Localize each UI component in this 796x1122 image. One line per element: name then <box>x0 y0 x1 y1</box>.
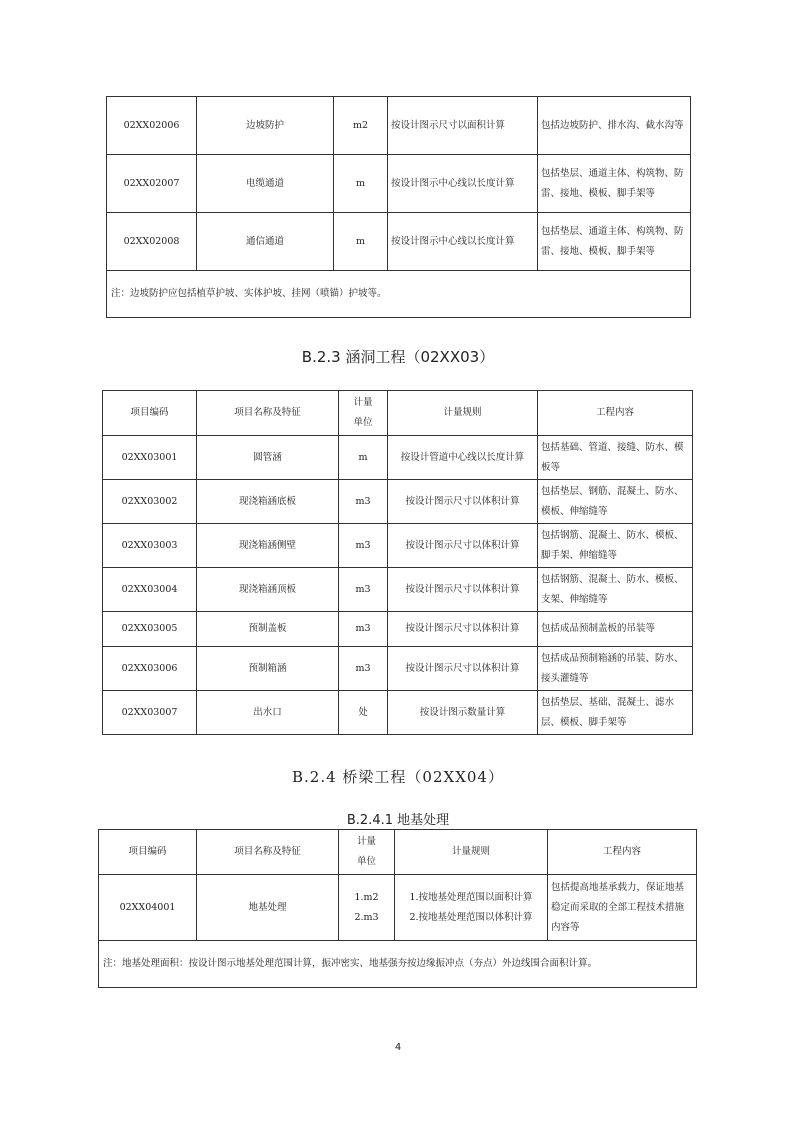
table-row <box>103 480 693 524</box>
item-unit: m3 <box>339 647 388 691</box>
header-rule: 计量规则 <box>388 391 538 436</box>
header-content: 工程内容 <box>538 391 693 436</box>
table-header-row <box>99 830 697 875</box>
item-rule: 按设计图示中心线以长度计算 <box>388 213 538 271</box>
item-unit: 处 <box>339 691 388 735</box>
item-rule: 按设计图示尺寸以体积计算 <box>388 647 538 691</box>
table-subgrade-items <box>106 96 691 318</box>
item-content: 包括成品预制盖板的吊装等 <box>538 612 693 647</box>
subsection-heading-foundation: B.2.4.1 地基处理 <box>346 813 450 828</box>
page-number: 4 <box>394 1042 402 1053</box>
item-code: 02XX03002 <box>103 480 197 524</box>
item-code: 02XX03007 <box>103 691 197 735</box>
table-note: 注：地基处理面积：按设计图示地基处理范围计算，振冲密实、地基强夯按边缘振冲点（夯点）外边线围合面积计算。 <box>99 941 697 988</box>
item-rule: 按设计图示尺寸以体积计算 <box>388 480 538 524</box>
table-row <box>103 612 693 647</box>
item-name: 圆管涵 <box>197 436 339 480</box>
section-heading-culvert: B.2.3 涵洞工程（02XX03） <box>301 348 495 366</box>
item-name: 现浇箱涵侧壁 <box>197 524 339 568</box>
item-name: 通信通道 <box>197 213 334 271</box>
table-row <box>107 97 691 155</box>
item-name: 预制箱涵 <box>197 647 339 691</box>
item-rule: 按设计图示数量计算 <box>388 691 538 735</box>
table-note-row <box>107 271 691 318</box>
item-content: 包括钢筋、混凝土、防水、模板、支架、伸缩缝等 <box>538 568 693 612</box>
item-rule: 按设计图示尺寸以体积计算 <box>388 568 538 612</box>
item-code: 02XX02007 <box>107 155 197 213</box>
header-name: 项目名称及特征 <box>197 830 339 875</box>
item-unit: m3 <box>339 612 388 647</box>
item-unit: m <box>334 155 388 213</box>
header-rule: 计量规则 <box>395 830 548 875</box>
item-content: 包括成品预制箱涵的吊装、防水、接头灌缝等 <box>538 647 693 691</box>
header-unit: 计量 单位 <box>339 391 388 436</box>
item-name: 预制盖板 <box>197 612 339 647</box>
item-code: 02XX03003 <box>103 524 197 568</box>
item-rule: 按设计图示尺寸以体积计算 <box>388 612 538 647</box>
item-unit: m2 <box>334 97 388 155</box>
item-rule: 按设计图示中心线以长度计算 <box>388 155 538 213</box>
item-content: 包括垫层、基础、混凝土、滤水层、模板、脚手架等 <box>538 691 693 735</box>
table-row <box>103 647 693 691</box>
item-content: 包括垫层、通道主体、构筑物、防雷、接地、模板、脚手架等 <box>538 213 691 271</box>
table-header-row <box>103 391 693 436</box>
item-unit: m3 <box>339 480 388 524</box>
table-row <box>107 155 691 213</box>
table-note: 注：边坡防护应包括植草护坡、实体护坡、挂网（喷锚）护坡等。 <box>107 271 691 318</box>
item-rule: 按设计管道中心线以长度计算 <box>388 436 538 480</box>
item-name: 出水口 <box>197 691 339 735</box>
item-code: 02XX04001 <box>99 875 197 941</box>
table-row <box>103 436 693 480</box>
item-name: 现浇箱涵底板 <box>197 480 339 524</box>
header-unit: 计量 单位 <box>339 830 395 875</box>
item-rule: 1.按地基处理范围以面积计算 2.按地基处理范围以体积计算 <box>395 875 548 941</box>
item-name: 地基处理 <box>197 875 339 941</box>
header-name: 项目名称及特征 <box>197 391 339 436</box>
header-content: 工程内容 <box>548 830 697 875</box>
item-code: 02XX03006 <box>103 647 197 691</box>
table-row <box>103 568 693 612</box>
item-content: 包括垫层、钢筋、混凝土、防水、模板、伸缩缝等 <box>538 480 693 524</box>
table-note-row <box>99 941 697 988</box>
table-foundation-items <box>98 829 697 988</box>
item-content: 包括边坡防护、排水沟、截水沟等 <box>538 97 691 155</box>
item-code: 02XX03004 <box>103 568 197 612</box>
item-code: 02XX03001 <box>103 436 197 480</box>
item-code: 02XX02008 <box>107 213 197 271</box>
item-code: 02XX03005 <box>103 612 197 647</box>
item-content: 包括基础、管道、接缝、防水、模板等 <box>538 436 693 480</box>
table-row <box>107 213 691 271</box>
item-name: 电缆通道 <box>197 155 334 213</box>
item-content: 包括提高地基承载力，保证地基稳定而采取的全部工程技术措施内容等 <box>548 875 697 941</box>
table-culvert-items <box>102 390 693 735</box>
section-heading-bridge: B.2.4 桥梁工程（02XX04） <box>292 768 504 786</box>
table-row <box>103 524 693 568</box>
header-code: 项目编码 <box>103 391 197 436</box>
item-unit: 1.m2 2.m3 <box>339 875 395 941</box>
item-name: 现浇箱涵顶板 <box>197 568 339 612</box>
item-unit: m3 <box>339 524 388 568</box>
item-unit: m3 <box>339 568 388 612</box>
item-unit: m <box>339 436 388 480</box>
item-code: 02XX02006 <box>107 97 197 155</box>
header-code: 项目编码 <box>99 830 197 875</box>
item-rule: 按设计图示尺寸以面积计算 <box>388 97 538 155</box>
table-row <box>99 875 697 941</box>
item-content: 包括垫层、通道主体、构筑物、防雷、接地、模板、脚手架等 <box>538 155 691 213</box>
item-unit: m <box>334 213 388 271</box>
table-row <box>103 691 693 735</box>
item-rule: 按设计图示尺寸以体积计算 <box>388 524 538 568</box>
item-name: 边坡防护 <box>197 97 334 155</box>
item-content: 包括钢筋、混凝土、防水、模板、脚手架、伸缩缝等 <box>538 524 693 568</box>
